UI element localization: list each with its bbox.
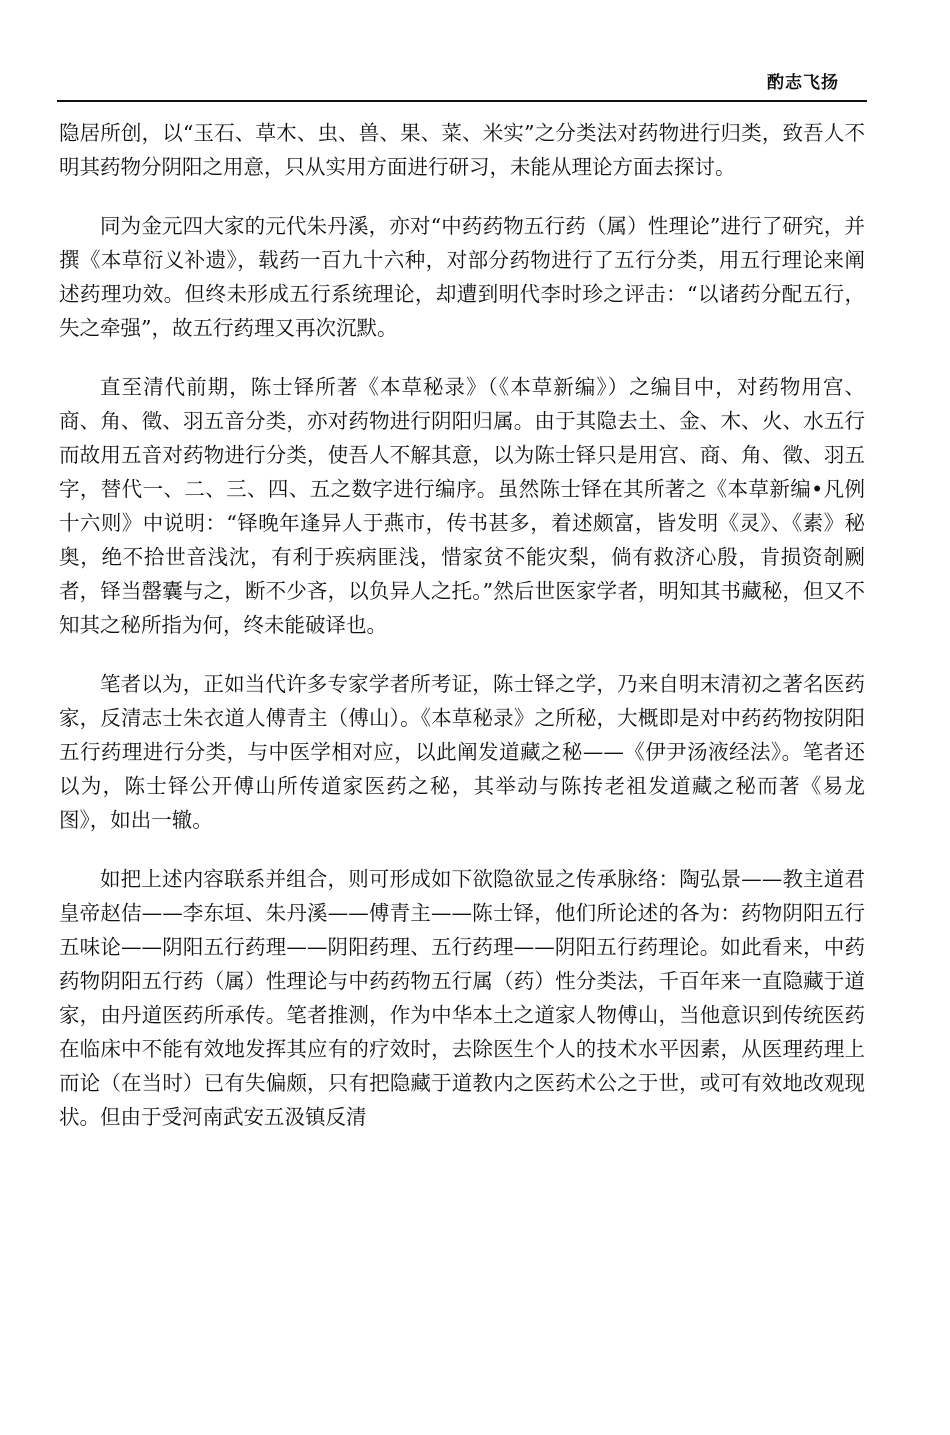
paragraph-zhu-danxi: 同为金元四大家的元代朱丹溪，亦对“中药药物五行药（属）性理论”进行了研究，并撰《本草衍义补遗》，载药一百九十六种，对部分药物进行了五行分类，用五行理论来阐述药理功效。但终未形成五行系统理论，却遭到明代李时珍之评击：“以诸药分配五行，失之牵强”，故五行药理又再次沉默。 [59, 214, 865, 340]
paragraph-chen-shiduo: 直至清代前期，陈士铎所著《本草秘录》（《本草新编》）之编目中，对药物用宫、商、角、徵、羽五音分类，亦对药物进行阴阳归属。由于其隐去土、金、木、火、水五行而故用五音对药物进行分类，使吾人不解其意，以为陈士铎只是用宫、商、角、徵、羽五字，替代一、二、三、四、五之数字进行编序。虽然陈士铎在其所著之《本草新编•凡例十六则》中说明：“铎晚年逢异人于燕市，传书甚多，着述颇富，皆发明《灵》、《素》秘奥，绝不拾世音浅沈，有利于疾病匪浅，惜家贫不能灾梨，倘有救济心殷，肯损资剞劂者，铎当罄囊与之，断不少吝，以负异人之托。”然后世医家学者，明知其书藏秘，但又不知其之秘所指为何，终未能破译也。 [59, 375, 865, 637]
paragraph-lineage: 如把上述内容联系并组合，则可形成如下欲隐欲显之传承脉络：陶弘景——教主道君皇帝赵佶——李东垣、朱丹溪——傅青主——陈士铎，他们所论述的各为：药物阴阳五行五味论——阴阳五行药理——阴阳药理、五行药理——阴阳五行药理论。如此看来，中药药物阴阳五行药（属）性理论与中药药物五行属（药）性分类法，千百年来一直隐藏于道家，由丹道医药所承传。笔者推测，作为中华本土之道家人物傅山，当他意识到传统医药在临床中不能有效地发挥其应有的疗效时，去除医生个人的技术水平因素，从医理药理上而论（在当时）已有失偏颇，只有把隐藏于道教内之医药术公之于世，或可有效地改观现状。但由于受河南武安五汲镇反清 [59, 867, 865, 1129]
page-header [57, 58, 867, 102]
running-header-title: 酌志飞扬 [767, 73, 839, 93]
body-text [59, 116, 865, 1159]
paragraph-fu-shan: 笔者以为，正如当代许多专家学者所考证，陈士铎之学，乃来自明末清初之著名医药家，反清志士朱衣道人傅青主（傅山）。《本草秘录》之所秘，大概即是对中药药物按阴阳五行药理进行分类，与中医学相对应，以此阐发道藏之秘——《伊尹汤液经法》。笔者还以为，陈士铎公开傅山所传道家医药之秘，其举动与陈抟老祖发道藏之秘而著《易龙图》，如出一辙。 [59, 672, 865, 832]
paragraph-continued: 隐居所创，以“玉石、草木、虫、兽、果、菜、米实”之分类法对药物进行归类，致吾人不明其药物分阴阳之用意，只从实用方面进行研习，未能从理论方面去探讨。 [59, 121, 865, 179]
